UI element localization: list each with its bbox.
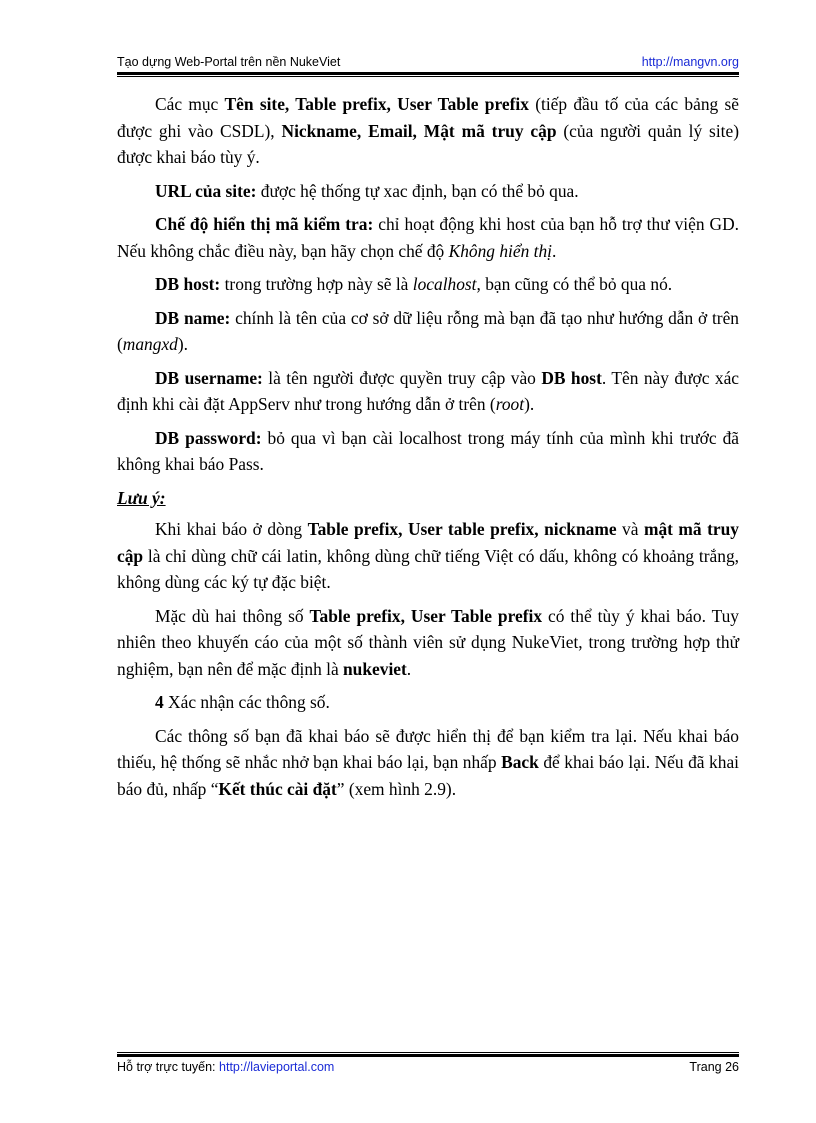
paragraph-site-fields: Các mục Tên site, Table prefix, User Table prefix (tiếp đầu tố của các bảng sẽ được ghi vào CSDL), Nickname, Email, Mật mã truy cập (của người quản lý site) được khai báo tùy ý. bbox=[117, 94, 739, 167]
footer-support-link[interactable]: http://lavieportal.com bbox=[219, 1060, 335, 1074]
footer-support-label: Hỗ trợ trực tuyến: bbox=[117, 1060, 220, 1074]
paragraph-captcha-mode: Chế độ hiển thị mã kiểm tra: chỉ hoạt động khi host của bạn hỗ trợ thư viện GD. Nếu không chắc điều này, bạn hãy chọn chế độ Không hiển thị. bbox=[117, 214, 739, 261]
header-divider bbox=[117, 72, 739, 77]
footer-support bbox=[117, 1060, 334, 1074]
paragraph-db-username: DB username: là tên người được quyền truy cập vào DB host. Tên này được xác định khi cài đặt AppServ như trong hướng dẫn ở trên (root). bbox=[117, 367, 740, 414]
note-heading: Lưu ý: bbox=[117, 487, 166, 508]
footer-divider bbox=[117, 1052, 739, 1057]
paragraph-site-url: URL của site: được hệ thống tự xac định, bạn có thể bỏ qua. bbox=[155, 180, 579, 201]
page-header bbox=[117, 55, 739, 73]
paragraph-latin-only: Khi khai báo ở dòng Table prefix, User table prefix, nickname và mật mã truy cập là chỉ dùng chữ cái latin, không dùng chữ tiếng Việt có dấu, không có khoảng trắng, không dùng các ký tự đặc biệt. bbox=[117, 519, 739, 592]
paragraph-db-host: DB host: trong trường hợp này sẽ là localhost, bạn cũng có thể bỏ qua nó. bbox=[155, 274, 673, 294]
paragraph-default-prefix: Mặc dù hai thông số Table prefix, User Table prefix có thể tùy ý khai báo. Tuy nhiên theo khuyến cáo của một số thành viên sử dụng NukeViet, trong trường hợp thử nghiệm, bạn nên để mặc định là nukeviet. bbox=[117, 605, 740, 679]
document-body bbox=[117, 91, 739, 809]
page-number: Trang 26 bbox=[689, 1060, 739, 1074]
paragraph-db-name: DB name: chính là tên của cơ sở dữ liệu rỗng mà bạn đã tạo như hướng dẫn ở trên (mangxd). bbox=[117, 307, 739, 354]
paragraph-confirm-settings: Các thông số bạn đã khai báo sẽ được hiển thị để bạn kiểm tra lại. Nếu khai báo thiếu, hệ thống sẽ nhắc nhở bạn khai báo lại, bạn nhấp Back để khai báo lại. Nếu đã khai báo đủ, nhấp “Kết thúc cài đặt” (xem hình 2.9). bbox=[117, 725, 739, 799]
header-title: Tạo dựng Web-Portal trên nền NukeViet bbox=[117, 55, 341, 69]
page-footer bbox=[117, 1060, 739, 1078]
paragraph-step-4: 4 Xác nhận các thông số. bbox=[155, 692, 330, 712]
header-url-link[interactable]: http://mangvn.org bbox=[641, 55, 739, 69]
paragraph-db-password: DB password: bỏ qua vì bạn cài localhost trong máy tính của mình khi trước đã không khai báo Pass. bbox=[117, 427, 739, 474]
